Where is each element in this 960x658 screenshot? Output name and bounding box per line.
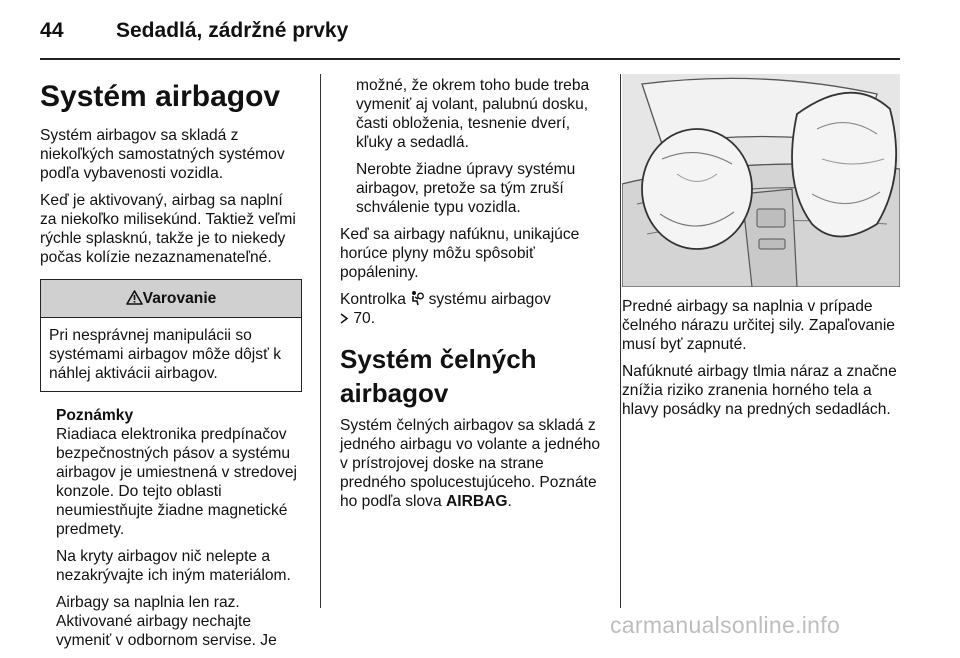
note-paragraph: Na kryty airbagov nič nelepte a nezakrývajte ich iným materiálom. bbox=[56, 548, 291, 584]
indicator-suffix: systému airbagov bbox=[428, 291, 551, 308]
heading-airbag-system: Systém airbagov bbox=[40, 80, 281, 113]
column-divider bbox=[320, 74, 321, 608]
heading-front-airbag-system: Systém čelných airbagov bbox=[340, 344, 537, 408]
reference-arrow-icon bbox=[340, 309, 349, 328]
note-paragraph: možné, že okrem toho bude treba vymeniť aj volant, palubnú dosku, časti obloženia, tesnenie dverí, kľuky a sedadlá. bbox=[356, 77, 590, 151]
warning-box bbox=[40, 279, 302, 392]
column-left bbox=[40, 80, 302, 658]
header-divider bbox=[40, 58, 900, 60]
note-paragraph: Nerobte žiadne úpravy systému airbagov, pretože sa tým zruší schválenie typu vozidla. bbox=[356, 161, 576, 216]
note-paragraph: Airbagy sa naplnia len raz. Aktivované airbagy nechajte vymeniť v odbornom servise. Je bbox=[56, 594, 277, 649]
paragraph: Keď je aktivovaný, airbag sa naplní za niekoľko milisekúnd. Taktiež veľmi rýchle splasknú, takže je to niekedy počas kolízie nezaznamenateľné. bbox=[40, 192, 296, 266]
page-number: 44 bbox=[40, 19, 64, 42]
indicator-prefix: Kontrolka bbox=[340, 291, 406, 308]
deployed-front-airbags-illustration bbox=[622, 74, 900, 287]
section-title: Sedadlá, zádržné prvky bbox=[116, 19, 349, 42]
paragraph: Predné airbagy sa naplnia v prípade čelného nárazu určitej sily. Zapaľovanie musí byť zapnuté. bbox=[622, 298, 895, 353]
paragraph bbox=[340, 416, 602, 511]
warning-triangle-icon bbox=[126, 280, 143, 317]
indicator-reference bbox=[340, 290, 602, 328]
paragraph-end: . bbox=[507, 493, 512, 510]
warning-header bbox=[41, 280, 301, 318]
reference-page: 70. bbox=[353, 310, 376, 327]
paragraph: Systém airbagov sa skladá z niekoľkých samostatných systémov podľa vybavenosti vozidla. bbox=[40, 127, 285, 182]
airbag-indicator-icon bbox=[410, 290, 424, 309]
note-label: Poznámky bbox=[56, 407, 134, 424]
column-divider bbox=[620, 74, 621, 608]
paragraph: Nafúknuté airbagy tlmia náraz a značne znížia riziko zranenia horného tela a hlavy posádky na predných sedadlách. bbox=[622, 363, 897, 418]
note-paragraph: Riadiaca elektronika predpínačov bezpečnostných pásov a systému airbagov je umiestnená v stredovej konzole. Do tejto oblasti neumiestňujte žiadne magnetické predmety. bbox=[56, 426, 297, 538]
note-block bbox=[40, 406, 302, 650]
watermark: carmanualsonline.info bbox=[610, 612, 841, 638]
paragraph-text: Systém čelných airbagov sa skladá z jedného airbagu vo volante a jedného v prístrojovej doske na strane predného spolucestujúceho. Poznáte ho podľa slova bbox=[340, 417, 601, 510]
warning-title: Varovanie bbox=[142, 290, 217, 307]
airbag-label-word: AIRBAG bbox=[446, 493, 508, 510]
column-middle bbox=[340, 76, 602, 519]
column-right bbox=[622, 297, 898, 427]
paragraph: Keď sa airbagy nafúknu, unikajúce horúce plyny môžu spôsobiť popáleniny. bbox=[340, 226, 580, 281]
warning-text: Pri nesprávnej manipulácii so systémami airbagov môže dôjsť k náhlej aktivácii airbagov. bbox=[49, 327, 282, 382]
note-continuation bbox=[340, 76, 602, 217]
